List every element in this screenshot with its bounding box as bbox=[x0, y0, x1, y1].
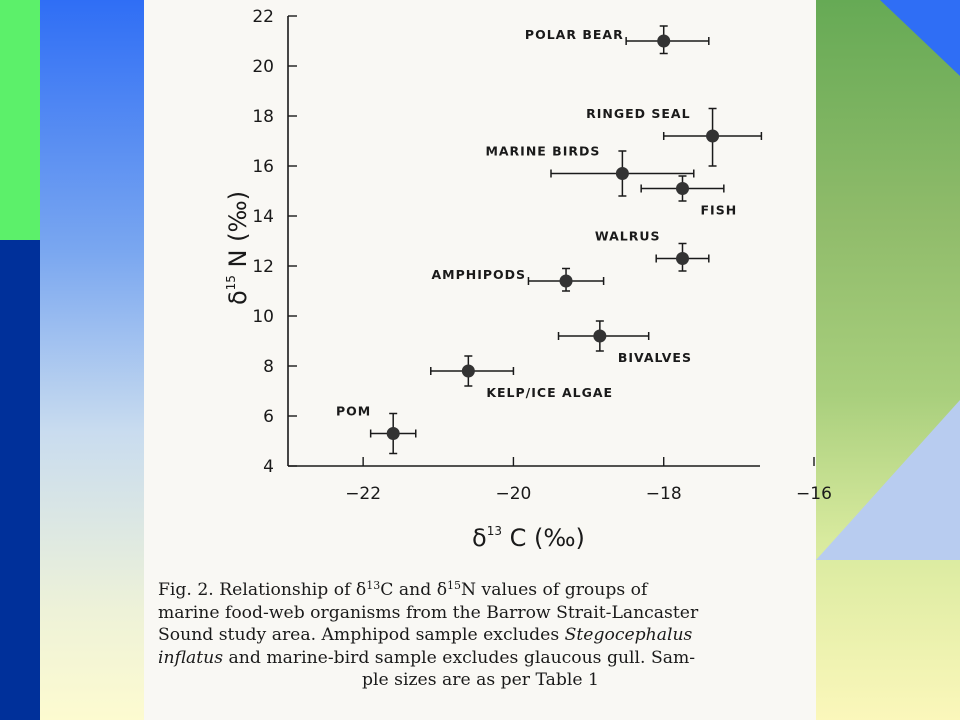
y-tick-label: 14 bbox=[252, 207, 274, 227]
caption-line-5: ple sizes are as per Table 1 bbox=[362, 670, 599, 690]
data-label: BIVALVES bbox=[617, 350, 692, 365]
data-point-group bbox=[641, 176, 737, 218]
data-point bbox=[593, 330, 606, 343]
background-right-triangle-mid bbox=[816, 400, 960, 560]
data-point bbox=[676, 252, 689, 265]
y-axis-title: $\delta^{15}$ N (‰) bbox=[224, 190, 252, 306]
y-tick-label: 20 bbox=[252, 57, 274, 77]
x-tick-label: −18 bbox=[645, 484, 682, 504]
data-point bbox=[706, 130, 719, 143]
data-point-group bbox=[586, 106, 761, 166]
data-point bbox=[462, 365, 475, 378]
data-point bbox=[657, 35, 670, 48]
data-point-group bbox=[431, 267, 603, 291]
data-point bbox=[387, 427, 400, 440]
data-label: WALRUS bbox=[594, 228, 661, 244]
data-point-group bbox=[336, 404, 416, 454]
background-right-panel bbox=[816, 0, 960, 720]
y-tick-label: 6 bbox=[263, 407, 274, 427]
background-green-block bbox=[0, 0, 40, 240]
y-tick-label: 10 bbox=[252, 307, 274, 327]
data-label: FISH bbox=[700, 202, 738, 218]
plot-axes bbox=[252, 7, 832, 504]
figure-caption bbox=[158, 575, 803, 692]
background-right-triangle-top bbox=[880, 0, 960, 76]
data-point-group bbox=[559, 321, 692, 365]
data-label: AMPHIPODS bbox=[431, 267, 527, 282]
data-point bbox=[560, 275, 573, 288]
scanned-figure bbox=[144, 0, 832, 720]
data-label: MARINE BIRDS bbox=[485, 143, 601, 159]
caption-line-1: Fig. 2. Relationship of $\delta^{13}C$ and $\delta^{15}N$ values of groups of bbox=[158, 579, 648, 600]
data-point-group bbox=[525, 26, 709, 54]
data-point bbox=[676, 182, 689, 195]
x-tick-label: −22 bbox=[345, 484, 382, 504]
caption-line-3: Sound study area. Amphipod sample excludes Stegocephalus bbox=[158, 625, 693, 645]
x-axis-title: $\delta^{13}$ C (‰) bbox=[472, 524, 585, 552]
caption-line-2: marine food-web organisms from the Barrow Strait-Lancaster bbox=[158, 602, 699, 623]
data-label: KELP/ICE ALGAE bbox=[486, 385, 614, 400]
y-tick-label: 22 bbox=[252, 7, 274, 27]
y-tick-label: 12 bbox=[252, 257, 274, 277]
data-point-group bbox=[595, 229, 709, 272]
data-label: RINGED SEAL bbox=[586, 106, 691, 121]
data-label: POM bbox=[335, 403, 372, 419]
data-point-group bbox=[431, 356, 613, 400]
y-tick-label: 8 bbox=[263, 357, 274, 377]
x-tick-label: −20 bbox=[495, 484, 532, 504]
y-tick-label: 4 bbox=[263, 457, 274, 477]
y-tick-label: 16 bbox=[252, 157, 274, 177]
x-tick-label: −16 bbox=[796, 484, 832, 504]
caption-line-4: inflatus and marine-bird sample excludes glaucous gull. Sam- bbox=[158, 647, 696, 668]
data-point bbox=[616, 167, 629, 180]
data-label: POLAR BEAR bbox=[524, 27, 624, 42]
plot-marks bbox=[336, 26, 761, 454]
y-tick-label: 18 bbox=[252, 107, 274, 127]
